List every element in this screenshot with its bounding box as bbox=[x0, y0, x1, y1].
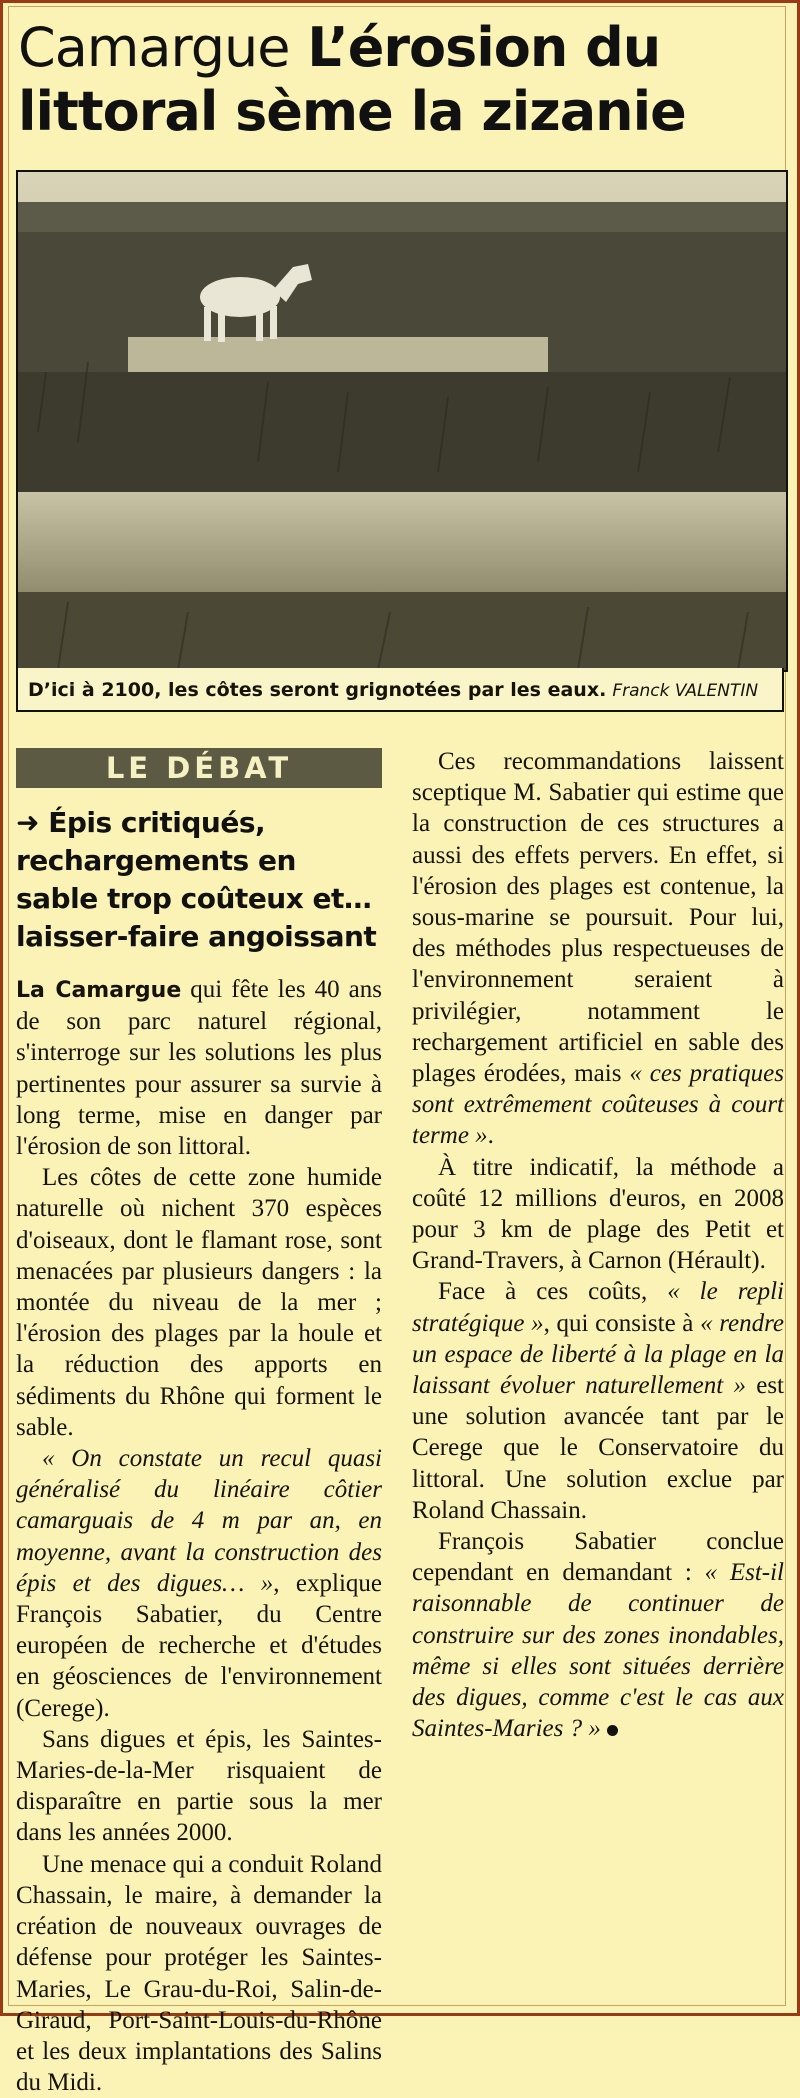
paragraph-2: Les côtes de cette zone humide naturelle où nichent 370 espèces d'oiseaux, dont le flamant rose, sont menacées par plusieurs dangers : la montée du niveau de la mer ; l'érosion des plages par la houle et la réduction des apports en sédiments du Rhône qui forment le sable. bbox=[16, 1164, 382, 1441]
column-left bbox=[16, 748, 382, 2098]
lead-word: La Camargue bbox=[16, 978, 182, 1003]
section-label: LE DÉBAT bbox=[16, 748, 382, 788]
photo-credit: Franck VALENTIN bbox=[612, 681, 759, 701]
column-right bbox=[412, 746, 784, 1745]
paragraph-4: Sans digues et épis, les Saintes-Maries-de-la-Mer risquaient de disparaître en partie sous la mer dans les années 2000. bbox=[16, 1725, 382, 1847]
paragraph-9 bbox=[412, 1526, 784, 1744]
paragraph-1 bbox=[16, 974, 382, 1162]
quote-recul: « On constate un recul quasi généralisé du linéaire côtier camarguais de 4 m par an, en moyenne, avant la construction des épis et des digues… » bbox=[16, 1445, 382, 1597]
article-body-right bbox=[412, 746, 784, 1745]
paragraph-6 bbox=[412, 746, 784, 1152]
paragraph-5: Une menace qui a conduit Roland Chassain, le maire, à demander la création de nouveaux ouvrages de défense pour protéger les Saintes-Maries, Le Grau-du-Roi, Salin-de-Giraud, Port-Saint-Louis-du-Rhône et les deux implantations des Salins du Midi. bbox=[16, 1850, 382, 2097]
photo-caption bbox=[16, 668, 784, 712]
paragraph-7: À titre indicatif, la méthode a coûté 12 millions d'euros, en 2008 pour 3 km de plage des Petit et Grand-Travers, à Carnon (Hérault). bbox=[412, 1153, 784, 1275]
caption-text: D’ici à 2100, les côtes seront grignotées par les eaux. bbox=[28, 679, 607, 701]
quote-repli: « le repli stratégique » bbox=[412, 1278, 784, 1337]
quote-liberte: « rendre un espace de liberté à la plage en la laissant évoluer naturellement » bbox=[412, 1309, 785, 1400]
paragraph-9-text: François Sabatier conclue cependant en demandant : bbox=[412, 1528, 784, 1587]
marsh-horse-photo bbox=[18, 172, 786, 670]
paragraph-3 bbox=[16, 1443, 382, 1724]
quote-pratiques: « ces pratiques sont extrêmement coûteuses à court terme » bbox=[412, 1060, 784, 1150]
headline-main: L’érosion du littoral sème la zizanie bbox=[18, 16, 686, 143]
paragraph-1-text: qui fête les 40 ans de son parc naturel régional, s'interroge sur les solutions les plus pertinentes pour assurer sa survie à long terme, mise en danger par l'érosion de son littoral. bbox=[16, 976, 382, 1161]
headline-kicker: Camargue bbox=[18, 16, 290, 79]
paragraph-8 bbox=[412, 1276, 784, 1526]
paragraph-6-end: . bbox=[487, 1122, 494, 1150]
subhead: ➜ Épis critiqués, rechargements en sable trop coûteux et… laisser-faire angoissant bbox=[16, 806, 377, 953]
paragraph-6-text: Ces recommandations laissent sceptique M. Sabatier qui estime que la construction de ces structures a aussi des effets pervers. En effet, si l'érosion des plages est contenue, la sous-marine se poursuit. Pour lui, des méthodes plus respectueuses de l'environnement seraient à privilégier, notamment le rechargement artificiel en sable des plages érodées, mais bbox=[412, 748, 784, 1088]
article-photo bbox=[16, 170, 788, 672]
paragraph-8-b: , qui consiste à bbox=[543, 1309, 701, 1337]
headline bbox=[18, 16, 788, 144]
paragraph-8-a: Face à ces coûts, bbox=[438, 1278, 668, 1306]
paragraph-3-text: , explique François Sabatier, du Centre européen de recherche et d'études en géosciences de l'environnement (Cerege). bbox=[16, 1569, 383, 1722]
article-body-left bbox=[16, 974, 382, 2098]
quote-conclusion: « Est-il raisonnable de continuer de construire sur des zones inondables, même si elles sont situées derrière des digues, comme c'est le cas aux Saintes-Maries ? » bbox=[412, 1559, 784, 1743]
end-bullet-icon bbox=[607, 1725, 618, 1736]
paragraph-8-c: est une solution avancée tant par le Cerege que le Conservatoire du littoral. Une solution exclue par Roland Chassain. bbox=[412, 1372, 784, 1524]
